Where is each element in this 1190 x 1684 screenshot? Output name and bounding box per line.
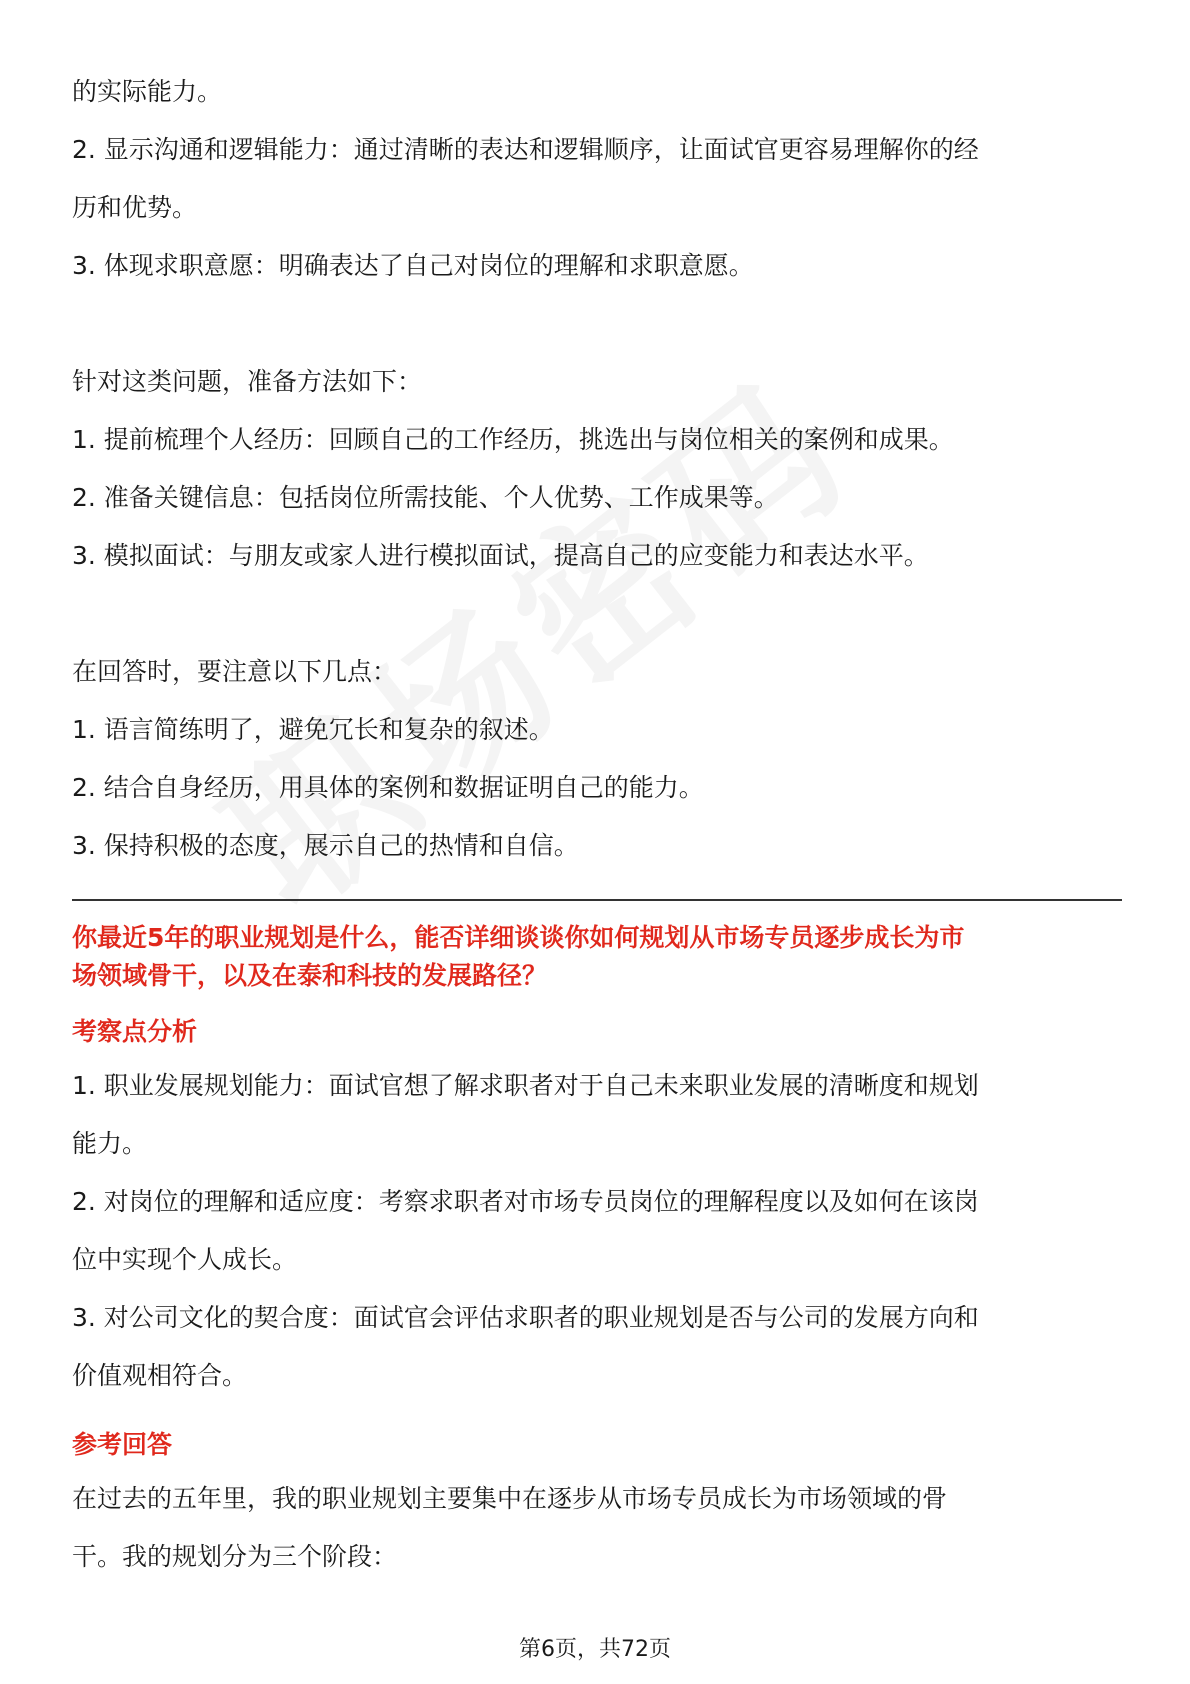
text-line: 在过去的五年里，我的职业规划主要集中在逐步从市场专员成长为市场领域的骨 — [72, 1484, 948, 1513]
text-line: 价值观相符合。 — [72, 1361, 248, 1390]
page-number: 第6页，共72页 — [519, 1637, 671, 1662]
text-line: 1. 职业发展规划能力：面试官想了解求职者对于自己未来职业发展的清晰度和规划 — [72, 1071, 979, 1100]
question-heading: 你最近5年的职业规划是什么，能否详细谈谈你如何规划从市场专员逐步成长为市 — [72, 923, 965, 952]
text-line: 3. 体现求职意愿：明确表达了自己对岗位的理解和求职意愿。 — [72, 251, 754, 280]
text-line: 2. 结合自身经历，用具体的案例和数据证明自己的能力。 — [72, 773, 704, 802]
text-line: 3. 对公司文化的契合度：面试官会评估求职者的职业规划是否与公司的发展方向和 — [72, 1303, 979, 1332]
text-line: 针对这类问题，准备方法如下： — [72, 367, 423, 396]
question-heading: 场领域骨干，以及在泰和科技的发展路径？ — [72, 961, 548, 990]
text-line: 1. 提前梳理个人经历：回顾自己的工作经历，挑选出与岗位相关的案例和成果。 — [72, 425, 954, 454]
text-line: 位中实现个人成长。 — [72, 1245, 298, 1274]
text-line: 能力。 — [72, 1129, 148, 1158]
text-line: 在回答时，要注意以下几点： — [72, 657, 398, 686]
text-line: 3. 保持积极的态度，展示自己的热情和自信。 — [72, 831, 579, 860]
section-divider — [72, 899, 1122, 901]
text-line: 的实际能力。 — [72, 77, 223, 106]
text-line: 1. 语言简练明了，避免冗长和复杂的叙述。 — [72, 715, 554, 744]
text-line: 3. 模拟面试：与朋友或家人进行模拟面试，提高自己的应变能力和表达水平。 — [72, 541, 929, 570]
text-line: 2. 准备关键信息：包括岗位所需技能、个人优势、工作成果等。 — [72, 483, 779, 512]
section-heading-reference: 参考回答 — [72, 1430, 173, 1459]
text-line: 2. 显示沟通和逻辑能力：通过清晰的表达和逻辑顺序，让面试官更容易理解你的经 — [72, 135, 979, 164]
text-line: 干。我的规划分为三个阶段： — [72, 1542, 398, 1571]
text-line: 2. 对岗位的理解和适应度：考察求职者对市场专员岗位的理解程度以及如何在该岗 — [72, 1187, 979, 1216]
text-line: 历和优势。 — [72, 193, 198, 222]
section-heading-analysis: 考察点分析 — [72, 1017, 198, 1046]
